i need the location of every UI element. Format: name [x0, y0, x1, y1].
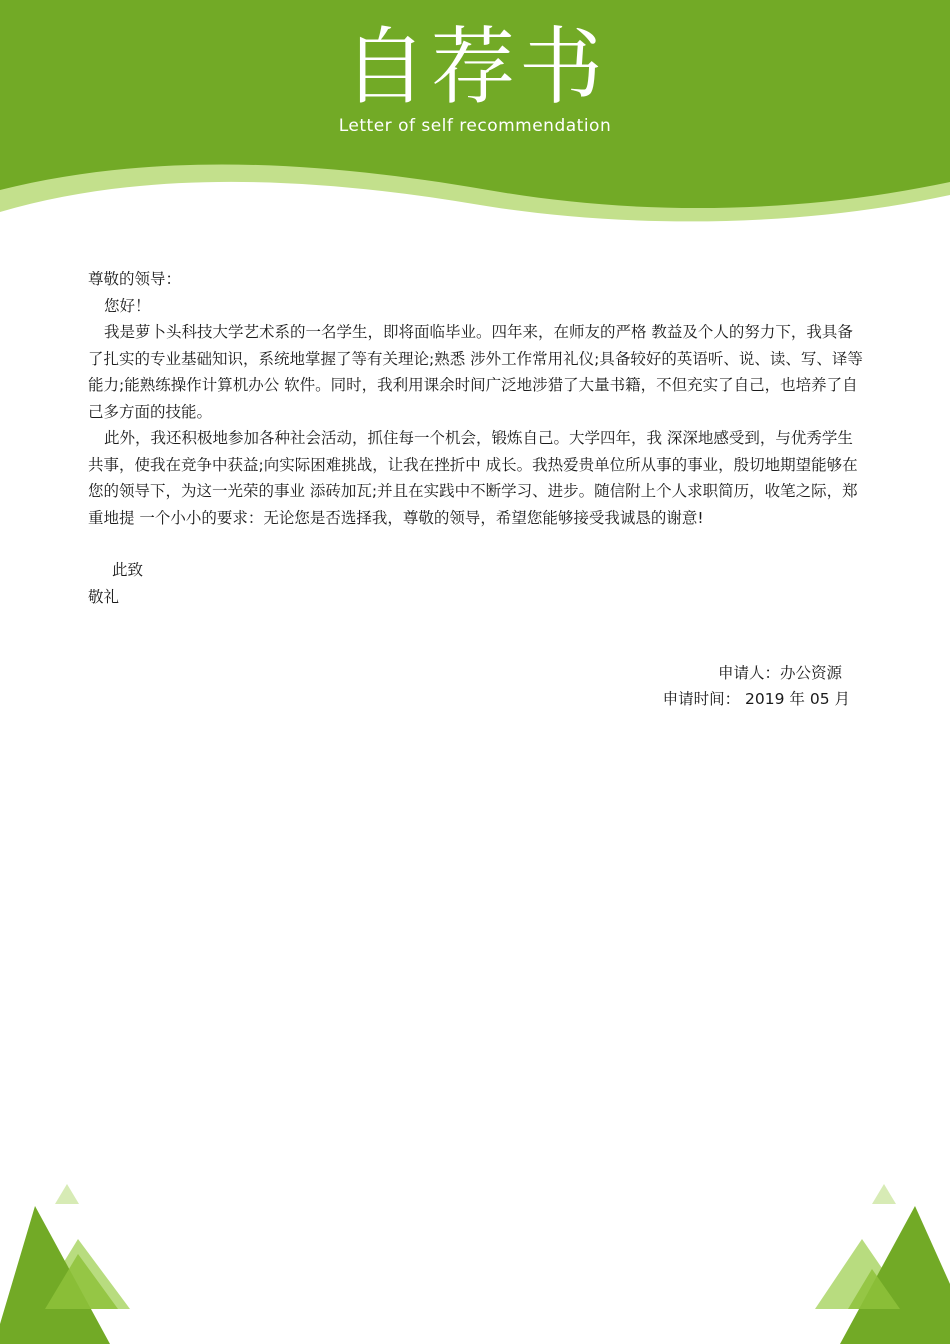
salutation: 您好！	[104, 296, 151, 315]
greeting: 尊敬的领导：	[88, 270, 182, 288]
decoration-triangles-right	[810, 1184, 950, 1344]
header-title-block	[0, 18, 950, 136]
deco-small-triangle-left	[55, 1184, 79, 1204]
page-subtitle: Letter of self recommendation	[338, 116, 612, 136]
signature-block	[663, 660, 850, 712]
decoration-triangles-left	[0, 1184, 140, 1344]
application-date: 申请时间： 2019 年 05 月	[662, 690, 850, 708]
closing-line-1: 此致	[112, 561, 144, 579]
paragraph-2: 此外，我还积极地参加各种社会活动，抓住每一个机会，锻炼自己。大学四年，我 深深地感受到，与优秀学生共事，使我在竞争中获益;向实际困难挑战，让我在挫折中 成长。我热爱贵单位所从事的事业，殷切地期望能够在您的领导下，为这一光荣的事业 添砖加瓦;并且在实践中不断学习、进步。随信附上个人求职简历，收笔之际，郑重地提 一个小小的要求：无论您是否选择我，尊敬的领导，希望您能够接受我诚恳的谢意!	[88, 429, 858, 527]
deco-small-triangle-right	[872, 1184, 896, 1204]
paragraph-1: 我是萝卜头科技大学艺术系的一名学生，即将面临毕业。四年来，在师友的严格 教益及个人的努力下，我具备了扎实的专业基础知识，系统地掌握了等有关理论;熟悉 涉外工作常用礼仪;具备较好的英语听、说、读、写、译等能力;能熟练操作计算机办公 软件。同时，我利用课余时间广泛地涉猎了大量书籍，不但充实了自己，也培养了自 己多方面的技能。	[88, 323, 863, 421]
page-title: 自荐书	[342, 18, 607, 116]
applicant-name: 申请人：办公资源	[717, 664, 842, 682]
letter-body	[88, 266, 863, 610]
closing-line-2: 敬礼	[88, 587, 120, 606]
